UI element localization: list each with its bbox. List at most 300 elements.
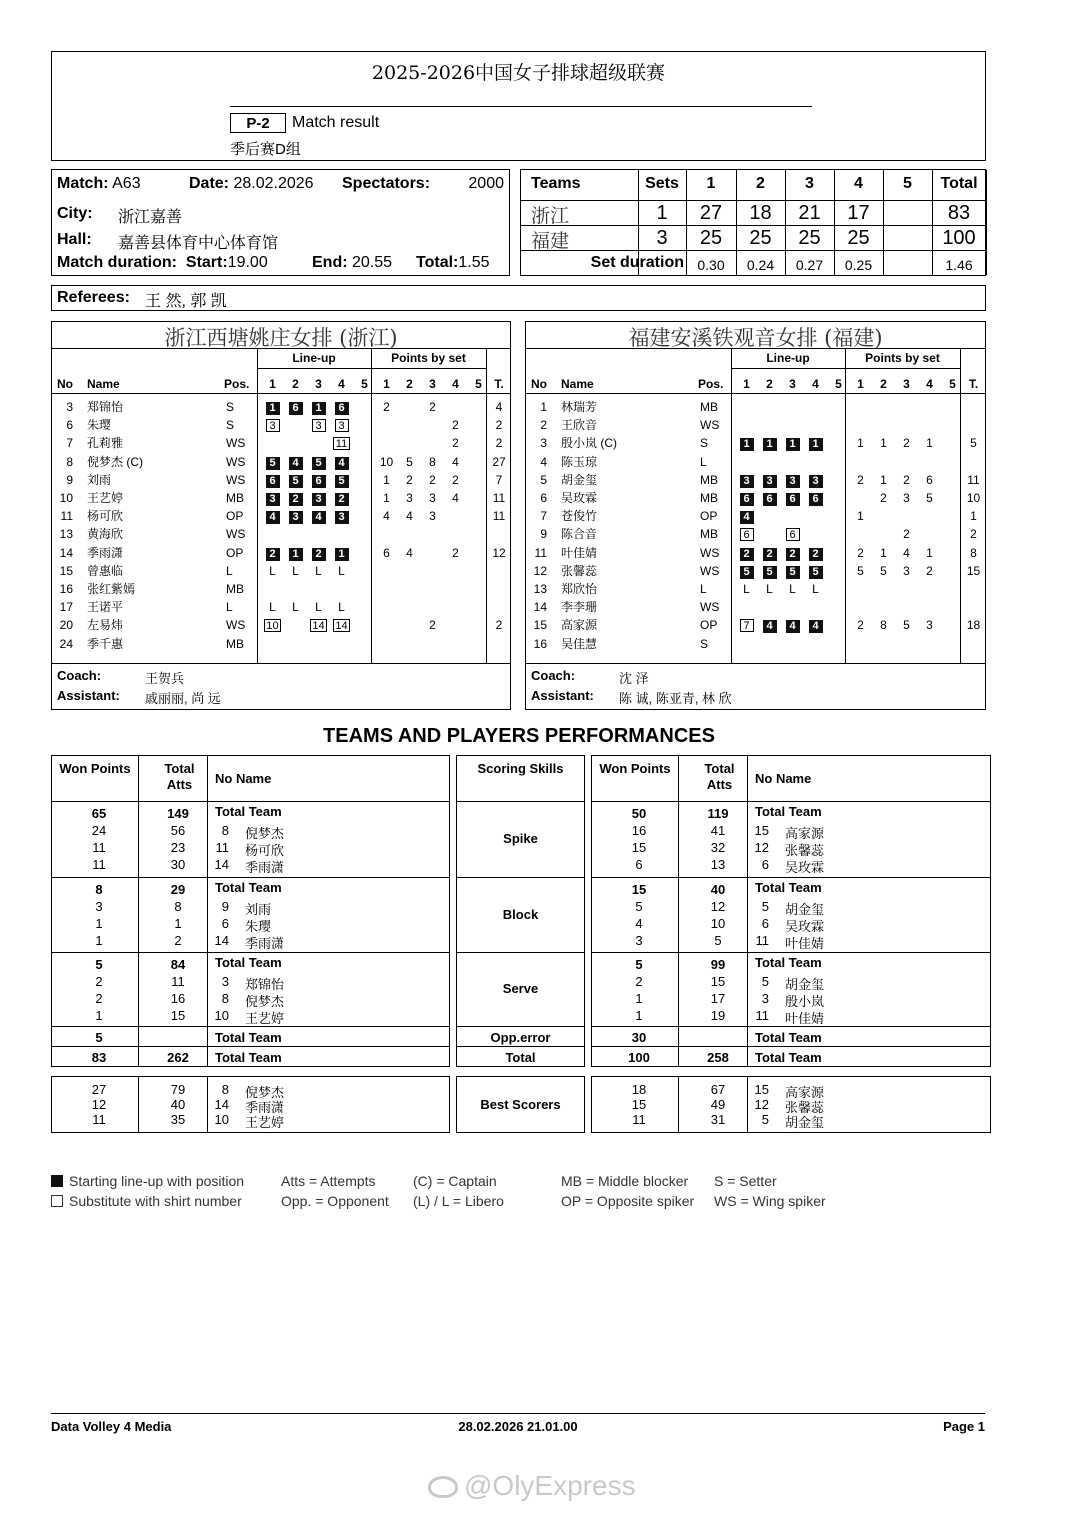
player-name: 郑锦怡 — [87, 400, 124, 414]
skill-name-block: Block — [502, 906, 539, 922]
lineup-cell — [307, 598, 330, 616]
player-no: 6 — [540, 491, 547, 505]
set-points: 1 — [926, 545, 933, 560]
lineup-cell — [735, 434, 758, 452]
points-set-header: 4 — [452, 377, 459, 391]
player-no: 16 — [533, 636, 547, 651]
lineup-set-header: 2 — [766, 377, 773, 391]
lineup-cell — [261, 398, 284, 416]
libero-mark: L — [743, 582, 750, 596]
skill-total-team-label: Total Team — [215, 804, 282, 819]
set-points: 2 — [452, 545, 459, 560]
skill-player-atts: 30 — [170, 857, 186, 872]
lineup-cell — [735, 471, 758, 489]
skills-row-rule-4 — [457, 1046, 584, 1047]
skill-player-atts: 5 — [714, 933, 722, 948]
skill-player-name: 郑锦怡 — [245, 977, 285, 992]
footer-center: 28.02.2026 21.01.00 — [458, 1419, 578, 1434]
skill-player-no: 8 — [221, 991, 229, 1006]
lineup-cell — [307, 453, 330, 471]
lineup-cell — [781, 471, 804, 489]
total-points: 10 — [966, 491, 981, 505]
skill-team-atts: 149 — [167, 806, 189, 821]
starting-position: 6 — [786, 493, 800, 506]
total-points: 5 — [970, 436, 977, 451]
substitute-number: 10 — [264, 619, 281, 632]
spectators-value: 2000 — [468, 175, 504, 192]
skill-player-no: 8 — [221, 823, 229, 838]
player-name: 张馨蕊 — [561, 563, 598, 578]
start-value: 19.00 — [227, 254, 268, 271]
lineup-cell — [261, 416, 284, 434]
total-atts: 262 — [167, 1050, 189, 1065]
starting-position: 1 — [266, 402, 280, 415]
opp-error-won: 30 — [631, 1030, 647, 1045]
substitute-number: 6 — [786, 528, 800, 541]
player-no: 14 — [533, 600, 547, 615]
set-points: 4 — [383, 509, 390, 524]
lineup-cell — [330, 489, 353, 507]
lineup-cell — [781, 580, 804, 598]
score-set-points: 25 — [798, 227, 821, 249]
set-points: 3 — [903, 491, 910, 505]
no-header: No — [57, 377, 73, 391]
roster-subheader-rule — [257, 368, 486, 369]
total-points: 27 — [492, 454, 506, 469]
starting-position: 5 — [809, 566, 823, 579]
header-rule — [230, 106, 812, 107]
opp-error-label: Opp.error — [490, 1030, 551, 1045]
skill-player-atts: 16 — [170, 991, 186, 1006]
lineup-cell — [758, 580, 781, 598]
starting-position: 6 — [763, 493, 777, 506]
lineup-set-header: 5 — [361, 377, 368, 391]
skill-player-atts: 12 — [710, 899, 726, 914]
opp-error-total-team-label: Total Team — [755, 1030, 822, 1045]
roster-header-rule — [52, 393, 510, 394]
lineup-cell — [330, 453, 353, 471]
lineup-cell — [330, 471, 353, 489]
lineup-cell — [330, 616, 353, 634]
total-points: 2 — [495, 618, 503, 633]
grand-total-team-label: Total Team — [755, 1050, 822, 1065]
player-no: 3 — [66, 400, 73, 414]
lineup-cell — [307, 507, 330, 525]
doc-title: Match result — [292, 114, 380, 131]
lineup-cell — [781, 489, 804, 507]
starting-position: 6 — [312, 475, 326, 488]
starting-position: 6 — [266, 475, 280, 488]
points-by-set-header: Points by set — [391, 351, 466, 365]
player-pos: MB — [700, 472, 718, 487]
set-duration-value: 0.24 — [746, 257, 775, 273]
starting-position: 1 — [335, 548, 349, 561]
total-points: 2 — [495, 418, 503, 433]
lineup-cell — [735, 562, 758, 580]
set-duration-value: 0.30 — [697, 257, 725, 273]
perf-row-rule-1 — [592, 877, 990, 878]
no-name-header: No Name — [215, 771, 272, 786]
lineup-cell — [735, 616, 758, 634]
set-points: 1 — [926, 436, 933, 451]
skill-player-won: 1 — [95, 933, 103, 948]
set-points: 5 — [880, 563, 887, 578]
total-label: Total: — [416, 254, 459, 271]
perf-row-rule-1 — [52, 877, 449, 878]
roster-col-rule-0 — [257, 348, 258, 663]
total-atts-header: Total Atts — [704, 761, 735, 792]
team-a-roster — [51, 321, 511, 710]
t-header: T. — [968, 377, 979, 391]
player-no: 16 — [59, 582, 73, 596]
score-team-name: 福建 — [531, 230, 570, 252]
skill-player-name: 高家源 — [785, 826, 825, 841]
skill-player-won: 5 — [635, 899, 643, 914]
skill-player-atts: 32 — [710, 840, 726, 855]
set-points: 2 — [903, 472, 910, 487]
starting-position: 6 — [809, 493, 823, 506]
player-no: 11 — [534, 545, 547, 560]
score-table — [520, 169, 986, 276]
set-points: 1 — [857, 509, 864, 524]
player-name: 吴玫霖 — [561, 491, 598, 505]
skill-player-name: 王艺婷 — [245, 1011, 285, 1026]
starting-position: 6 — [335, 402, 349, 415]
opp-error-total-team-label: Total Team — [215, 1030, 282, 1045]
coach-label: Coach: — [57, 668, 102, 683]
player-name: 林瑞芳 — [561, 400, 598, 414]
score-set-points: 25 — [749, 227, 772, 249]
starting-position: 5 — [740, 566, 754, 579]
starting-position: 1 — [786, 438, 800, 451]
set-points: 2 — [429, 400, 436, 414]
player-pos: S — [226, 400, 235, 414]
substitute-number: 3 — [335, 419, 349, 432]
total-value: 1.55 — [458, 254, 490, 271]
skill-player-no: 5 — [761, 899, 769, 914]
date-value: 28.02.2026 — [233, 175, 314, 192]
skill-player-atts: 10 — [710, 916, 726, 931]
skill-player-no: 6 — [761, 857, 769, 872]
skill-player-name: 倪梦杰 — [245, 826, 285, 841]
score-set-2-header: 2 — [756, 175, 765, 192]
best-scorer-won: 11 — [92, 1112, 106, 1127]
player-no: 13 — [59, 527, 73, 542]
skill-player-won: 3 — [95, 899, 103, 914]
player-name: 王诺平 — [87, 600, 124, 615]
lineup-cell — [758, 562, 781, 580]
player-pos: WS — [700, 600, 720, 615]
player-pos: WS — [226, 618, 246, 633]
skill-player-won: 2 — [635, 974, 643, 989]
referees-box — [51, 285, 986, 311]
player-pos: WS — [700, 418, 720, 433]
skill-total-team-label: Total Team — [215, 880, 282, 895]
player-no: 2 — [540, 418, 547, 433]
score-set-points: 21 — [798, 202, 821, 224]
substitute-number: 14 — [310, 619, 327, 632]
starting-position: 4 — [335, 457, 349, 470]
score-team-name: 浙江 — [531, 205, 570, 227]
total-won: 83 — [91, 1050, 107, 1065]
skill-total-team-label: Total Team — [755, 804, 822, 819]
skill-player-won: 2 — [95, 991, 103, 1006]
player-no: 4 — [540, 454, 547, 469]
starting-position: 4 — [266, 511, 280, 524]
lineup-cell — [261, 562, 284, 580]
team-b-roster — [525, 321, 986, 710]
starting-position: 3 — [266, 493, 280, 506]
lineup-set-header: 2 — [292, 377, 299, 391]
watermark — [428, 1470, 636, 1502]
best-scorers-label-box — [456, 1076, 585, 1133]
hall-value: 嘉善县体育中心体育馆 — [118, 235, 279, 252]
lineup-cell — [261, 471, 284, 489]
set-points: 8 — [880, 618, 887, 633]
lineup-cell — [804, 544, 827, 562]
player-name: 张红紫嫣 — [87, 582, 136, 596]
score-set-points: 25 — [847, 227, 870, 249]
lineup-cell — [307, 471, 330, 489]
lineup-cell — [804, 616, 827, 634]
substitute-number: 11 — [333, 437, 350, 450]
player-pos: MB — [226, 582, 244, 596]
skill-player-name: 杨可欣 — [245, 843, 285, 858]
player-name: 王艺婷 — [87, 491, 124, 505]
skill-team-atts: 40 — [710, 882, 726, 897]
lineup-cell — [330, 398, 353, 416]
lineup-cell — [804, 489, 827, 507]
assistant-label: Assistant: — [531, 688, 594, 703]
match-label: Match: — [57, 175, 109, 192]
total-row — [416, 254, 490, 272]
footer-right: Page 1 — [943, 1419, 985, 1434]
points-set-header: 5 — [475, 377, 482, 391]
roster-coach-rule — [52, 663, 510, 664]
player-no: 24 — [59, 636, 73, 651]
libero-mark: L — [315, 563, 322, 578]
lineup-cell — [307, 398, 330, 416]
skill-player-name: 季雨潇 — [245, 860, 285, 875]
skill-player-name: 吴玫霖 — [785, 860, 825, 875]
starting-position: 3 — [312, 493, 326, 506]
points-set-header: 1 — [383, 377, 390, 391]
skills-row-rule-2 — [457, 952, 584, 953]
total-points: 4 — [495, 400, 503, 414]
skill-team-atts: 99 — [710, 957, 726, 972]
best-scorers-label: Best Scorers — [480, 1097, 561, 1112]
lineup-cell — [261, 598, 284, 616]
set-duration-value: 0.27 — [795, 257, 824, 273]
starting-position: 6 — [289, 402, 303, 415]
starting-position: 2 — [809, 548, 823, 561]
skill-player-no: 11 — [755, 1008, 769, 1023]
lineup-cell — [284, 562, 307, 580]
lineup-cell — [781, 434, 804, 452]
set-points: 2 — [406, 472, 413, 487]
player-name: 曾惠临 — [87, 563, 124, 578]
set-points: 1 — [383, 472, 390, 487]
team-title: 福建安溪铁观音女排 (福建) — [628, 326, 883, 350]
team-b-best-scorers — [591, 1076, 991, 1133]
starting-position: 5 — [763, 566, 777, 579]
starting-position: 3 — [786, 475, 800, 488]
start-label: Start: — [185, 254, 228, 271]
lineup-cell — [284, 544, 307, 562]
perf-row-rule-4 — [52, 1046, 449, 1047]
lineup-cell — [735, 544, 758, 562]
skill-player-won: 2 — [95, 974, 103, 989]
best-scorer-atts: 67 — [710, 1082, 726, 1097]
lineup-set-header: 4 — [338, 377, 345, 391]
lineup-cell — [307, 489, 330, 507]
starting-position: 2 — [289, 493, 303, 506]
lineup-cell — [735, 489, 758, 507]
total-points: 7 — [495, 472, 503, 487]
set-points: 3 — [406, 491, 413, 505]
team-b-performance — [591, 755, 991, 1067]
lineup-set-header: 4 — [812, 377, 819, 391]
points-set-header: 2 — [880, 377, 887, 391]
set-duration-label: Set duration — [590, 254, 684, 271]
player-no: 11 — [60, 509, 73, 524]
team-a-best-scorers — [51, 1076, 450, 1133]
team-title: 浙江西塘姚庄女排 (浙江) — [164, 326, 398, 350]
libero-mark: L — [812, 582, 819, 596]
skill-total-team-label: Total Team — [215, 955, 282, 970]
set-points: 2 — [452, 436, 459, 451]
substitute-number: 3 — [266, 419, 280, 432]
best-scorer-atts: 40 — [170, 1097, 186, 1112]
player-pos: S — [700, 636, 709, 651]
best-scorer-no: 14 — [214, 1097, 229, 1112]
skill-player-no: 6 — [221, 916, 229, 931]
skill-player-name: 朱璎 — [245, 919, 272, 934]
best-scorer-won: 11 — [632, 1112, 646, 1127]
substitute-number: 7 — [740, 619, 754, 632]
substitute-number: 6 — [740, 528, 754, 541]
player-pos: MB — [226, 636, 244, 651]
date-row — [189, 175, 314, 193]
player-no: 6 — [66, 418, 73, 433]
player-no: 9 — [540, 527, 547, 542]
skill-team-atts: 29 — [170, 882, 186, 897]
set-points: 5 — [903, 618, 910, 633]
lineup-cell — [758, 434, 781, 452]
lineup-cell — [330, 598, 353, 616]
player-name: 王欣音 — [561, 418, 598, 433]
total-points: 15 — [966, 563, 981, 578]
skill-team-won: 50 — [631, 806, 647, 821]
set-duration-total: 1.46 — [945, 257, 973, 273]
lineup-cell — [284, 598, 307, 616]
starting-position: 6 — [740, 493, 754, 506]
skill-player-no: 14 — [214, 857, 229, 872]
best-scorer-won: 15 — [631, 1097, 647, 1112]
header-box — [51, 51, 986, 161]
score-team-total: 83 — [947, 202, 971, 224]
starting-position: 2 — [312, 548, 326, 561]
score-team-sets: 3 — [656, 227, 668, 249]
duration-row — [57, 254, 268, 272]
score-teams-header: Teams — [531, 175, 581, 192]
performance-title: TEAMS AND PLAYERS PERFORMANCES — [323, 725, 715, 747]
lineup-cell — [330, 434, 353, 452]
total-atts: 258 — [707, 1050, 729, 1065]
starting-position: 2 — [763, 548, 777, 561]
substitute-square-icon — [51, 1195, 63, 1207]
player-name: 季雨潇 — [87, 545, 124, 560]
player-no: 7 — [540, 509, 547, 524]
skill-player-won: 15 — [631, 840, 647, 855]
set-points: 5 — [926, 491, 933, 505]
skill-player-atts: 15 — [170, 1008, 186, 1023]
score-team-total: 100 — [942, 227, 976, 249]
player-no: 1 — [540, 400, 547, 414]
best-scorer-won: 12 — [91, 1097, 107, 1112]
skill-player-name: 吴玫霖 — [785, 919, 825, 934]
points-set-header: 1 — [857, 377, 864, 391]
starting-square-icon — [51, 1175, 63, 1187]
points-set-header: 4 — [926, 377, 933, 391]
end-label: End: — [312, 254, 348, 271]
starting-position: 2 — [740, 548, 754, 561]
total-points: 18 — [966, 618, 981, 633]
player-name: 左易炜 — [87, 618, 124, 633]
substitute-number: 3 — [312, 419, 326, 432]
lineup-cell — [284, 398, 307, 416]
set-points: 2 — [903, 436, 910, 451]
lineup-cell — [261, 453, 284, 471]
set-points: 1 — [383, 491, 390, 505]
best-scorer-no: 8 — [221, 1082, 229, 1097]
team-a-performance — [51, 755, 450, 1067]
skill-total-team-label: Total Team — [755, 880, 822, 895]
skill-player-name: 叶佳婧 — [785, 936, 825, 951]
lineup-cell — [307, 562, 330, 580]
lineup-cell — [261, 507, 284, 525]
end-value: 20.55 — [352, 254, 393, 271]
player-name: 殷小岚 (C) — [561, 436, 617, 451]
set-points: 1 — [880, 472, 887, 487]
skill-player-name: 季雨潇 — [245, 936, 285, 951]
skill-player-won: 1 — [635, 991, 643, 1006]
set-points: 5 — [406, 454, 413, 469]
set-points: 10 — [379, 454, 394, 469]
starting-position: 4 — [786, 620, 800, 633]
lineup-cell — [307, 416, 330, 434]
total-points: 12 — [492, 545, 506, 560]
lineup-cell — [758, 471, 781, 489]
perf-row-rule-0 — [592, 801, 990, 802]
legend-s: S = Setter — [714, 1173, 777, 1189]
legend-opp: Opp. = Opponent — [281, 1193, 389, 1209]
set-points: 6 — [383, 545, 390, 560]
lineup-set-header: 5 — [835, 377, 842, 391]
score-rule-3 — [521, 250, 985, 251]
set-points: 2 — [903, 527, 910, 542]
player-pos: S — [226, 418, 235, 433]
best-scorer-no: 5 — [761, 1112, 769, 1127]
lineup-cell — [781, 544, 804, 562]
best-scorer-no: 15 — [754, 1082, 769, 1097]
total-points: 1 — [970, 509, 977, 524]
date-label: Date: — [189, 175, 230, 192]
grand-total-team-label: Total Team — [215, 1050, 282, 1065]
player-pos: L — [226, 563, 233, 578]
lineup-header: Line-up — [766, 351, 810, 365]
roster-col-rule-1 — [845, 348, 846, 663]
